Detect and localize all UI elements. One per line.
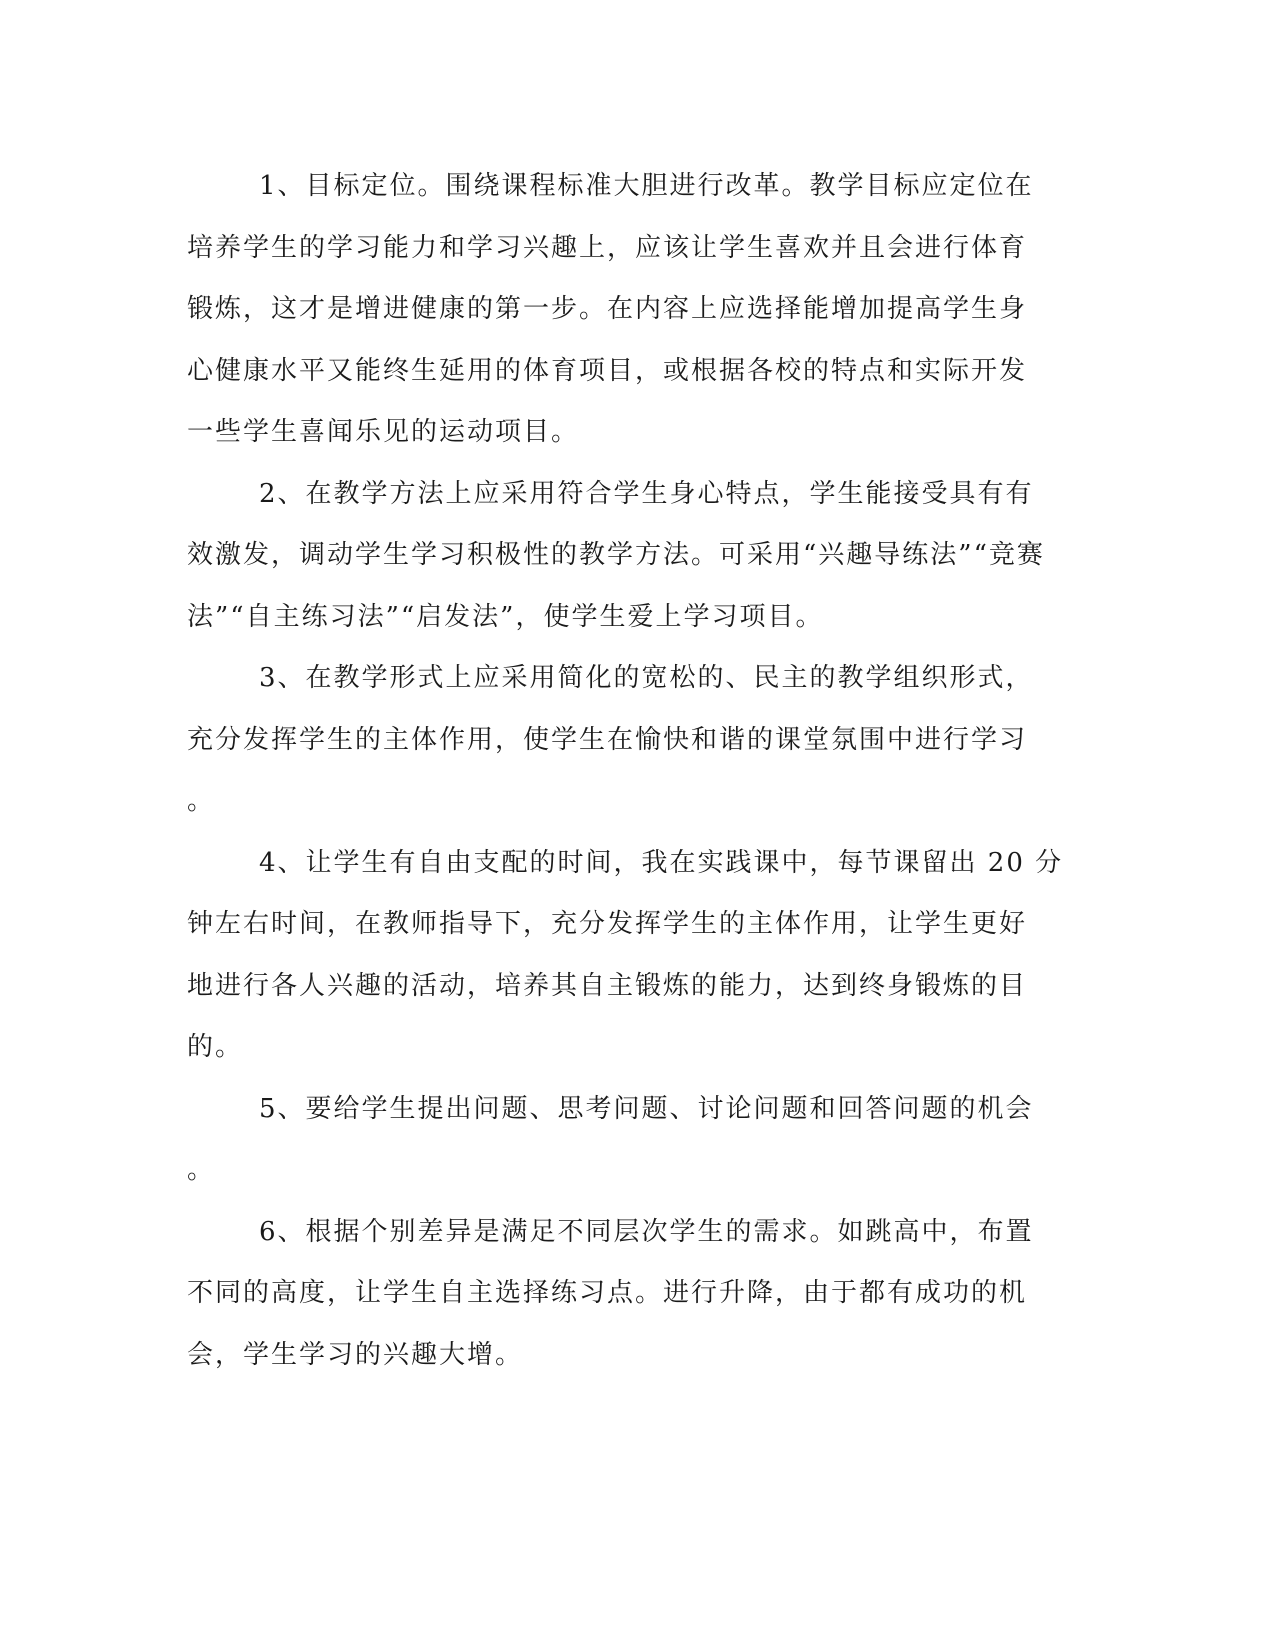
paragraph-3 — [187, 648, 1067, 833]
text-line: 心健康水平又能终生延用的体育项目，或根据各校的特点和实际开发 — [187, 355, 1028, 386]
paragraph-1 — [187, 156, 1067, 464]
paragraph-2 — [187, 464, 1067, 649]
text-line: 2、在教学方法上应采用符合学生身心特点，学生能接受具有有 — [259, 478, 1034, 509]
text-line: 锻炼，这才是增进健康的第一步。在内容上应选择能增加提高学生身 — [187, 294, 1028, 324]
text-line: 法”“自主练习法”“启发法”，使学生爱上学习项目。 — [187, 601, 824, 632]
text-line: 的。 — [187, 1032, 244, 1062]
text-line: 培养学生的学习能力和学习兴趣上，应该让学生喜欢并且会进行体育 — [187, 232, 1028, 263]
text-line: 6、根据个别差异是满足不同层次学生的需求。如跳高中，布置 — [259, 1216, 1034, 1247]
text-line: 1、目标定位。围绕课程标准大胆进行改革。教学目标应定位在 — [259, 171, 1034, 201]
document-body — [187, 156, 1067, 1386]
text-line: 充分发挥学生的主体作用，使学生在愉快和谐的课堂氛围中进行学习 — [187, 724, 1028, 755]
text-line: 钟左右时间，在教师指导下，充分发挥学生的主体作用，让学生更好 — [187, 909, 1028, 939]
text-line: 会，学生学习的兴趣大增。 — [187, 1339, 524, 1370]
paragraph-4 — [187, 833, 1067, 1079]
text-line: 3、在教学形式上应采用简化的宽松的、民主的教学组织形式， — [259, 663, 1034, 693]
paragraph-5 — [187, 1079, 1067, 1202]
paragraph-6 — [187, 1202, 1067, 1387]
text-line: 。 — [187, 1155, 216, 1185]
text-line: 5、要给学生提出问题、思考问题、讨论问题和回答问题的机会 — [259, 1093, 1034, 1124]
text-line: 一些学生喜闻乐见的运动项目。 — [187, 417, 580, 447]
text-line: 。 — [187, 786, 216, 816]
text-line: 不同的高度，让学生自主选择练习点。进行升降，由于都有成功的机 — [187, 1278, 1028, 1308]
text-line: 效激发，调动学生学习积极性的教学方法。可采用“兴趣导练法”“竞赛 — [187, 540, 1045, 570]
text-line: 地进行各人兴趣的活动，培养其自主锻炼的能力，达到终身锻炼的目 — [187, 970, 1028, 1001]
text-line: 4、让学生有自由支配的时间，我在实践课中，每节课留出 20 分 — [259, 847, 1064, 878]
